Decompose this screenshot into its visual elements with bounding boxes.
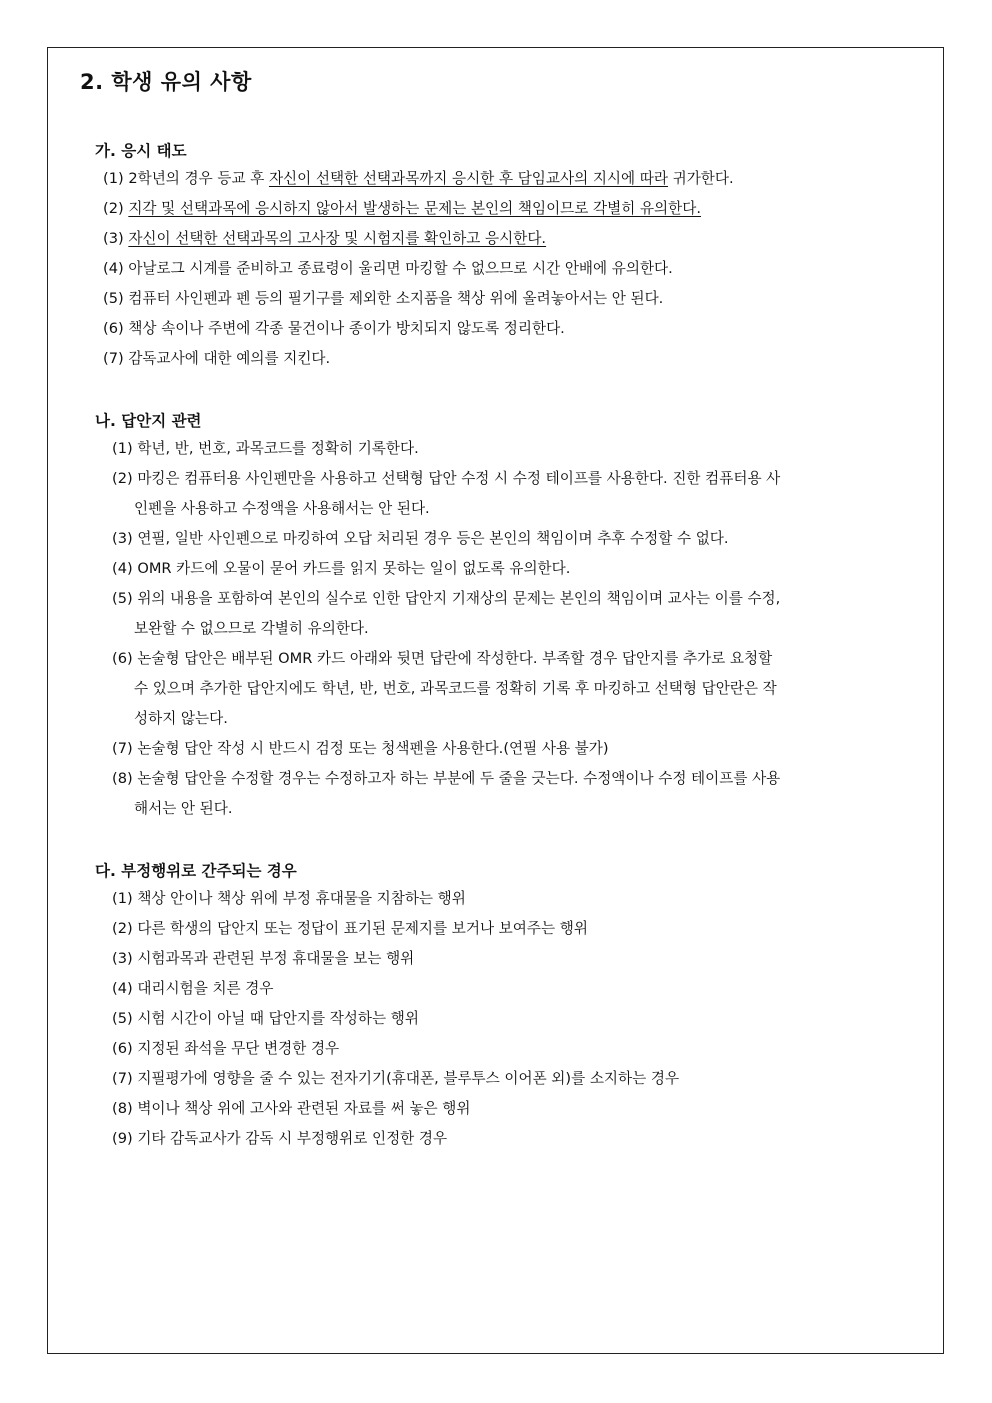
list-item-continuation: 보완할 수 없으므로 각별히 유의한다. bbox=[134, 620, 369, 637]
list-item: (7) 감독교사에 대한 예의를 지킨다. bbox=[103, 350, 331, 367]
list-item: (5) 위의 내용을 포함하여 본인의 실수로 인한 답안지 기재상의 문제는 본인의 책임이며 교사는 이를 수정, bbox=[112, 590, 781, 607]
list-item: (2) 마킹은 컴퓨터용 사인펜만을 사용하고 선택형 답안 수정 시 수정 테이프를 사용한다. 진한 컴퓨터용 사 bbox=[112, 470, 781, 487]
list-item-continuation: 해서는 안 된다. bbox=[134, 800, 233, 817]
list-item: (3) 시험과목과 관련된 부정 휴대물을 보는 행위 bbox=[112, 950, 415, 967]
list-item: (8) 논술형 답안을 수정할 경우는 수정하고자 하는 부분에 두 줄을 긋는다. 수정액이나 수정 테이프를 사용 bbox=[112, 770, 781, 787]
list-item: (4) OMR 카드에 오물이 묻어 카드를 읽지 못하는 일이 없도록 유의한다. bbox=[112, 560, 571, 577]
list-item: (1) 책상 안이나 책상 위에 부정 휴대물을 지참하는 행위 bbox=[112, 890, 466, 907]
list-item: (3) 연필, 일반 사인펜으로 마킹하여 오답 처리된 경우 등은 본인의 책임이며 추후 수정할 수 없다. bbox=[112, 530, 729, 547]
list-item: (4) 아날로그 시계를 준비하고 종료령이 울리면 마킹할 수 없으므로 시간 안배에 유의한다. bbox=[103, 260, 673, 277]
list-item: (5) 시험 시간이 아닐 때 답안지를 작성하는 행위 bbox=[112, 1010, 419, 1027]
list-item-continuation: 수 있으며 추가한 답안지에도 학년, 반, 번호, 과목코드를 정확히 기록 후 마킹하고 선택형 답안란은 작 bbox=[134, 680, 777, 697]
list-item-continuation: 성하지 않는다. bbox=[134, 710, 228, 727]
list-item: (6) 책상 속이나 주변에 각종 물건이나 종이가 방치되지 않도록 정리한다. bbox=[103, 320, 565, 337]
list-item: (5) 컴퓨터 사인펜과 펜 등의 필기구를 제외한 소지품을 책상 위에 올려놓아서는 안 된다. bbox=[103, 290, 664, 307]
list-item: (9) 기타 감독교사가 감독 시 부정행위로 인정한 경우 bbox=[112, 1130, 448, 1147]
list-item-continuation: 인펜을 사용하고 수정액을 사용해서는 안 된다. bbox=[134, 500, 430, 517]
list-item: (6) 논술형 답안은 배부된 OMR 카드 아래와 뒷면 답란에 작성한다. 부족할 경우 답안지를 추가로 요청할 bbox=[112, 650, 773, 667]
list-item: (2) 지각 및 선택과목에 응시하지 않아서 발생하는 문제는 본인의 책임이므로 각별히 유의한다. bbox=[103, 200, 701, 217]
list-item: (7) 논술형 답안 작성 시 반드시 검정 또는 청색펜을 사용한다.(연필 사용 불가) bbox=[112, 740, 609, 757]
list-item: (3) 자신이 선택한 선택과목의 고사장 및 시험지를 확인하고 응시한다. bbox=[103, 230, 547, 247]
list-item: (1) 학년, 반, 번호, 과목코드를 정확히 기록한다. bbox=[112, 440, 419, 457]
list-item: (6) 지정된 좌석을 무단 변경한 경우 bbox=[112, 1040, 340, 1057]
list-item: (2) 다른 학생의 답안지 또는 정답이 표기된 문제지를 보거나 보여주는 행위 bbox=[112, 920, 588, 937]
list-item: (4) 대리시험을 치른 경우 bbox=[112, 980, 274, 997]
section-heading-answer-sheet: 나. 답안지 관련 bbox=[95, 412, 202, 430]
page-title: 2. 학생 유의 사항 bbox=[80, 70, 252, 94]
section-heading-misconduct: 다. 부정행위로 간주되는 경우 bbox=[95, 862, 297, 880]
list-item: (8) 벽이나 책상 위에 고사와 관련된 자료를 써 놓은 행위 bbox=[112, 1100, 471, 1117]
list-item: (1) 2학년의 경우 등교 후 자신이 선택한 선택과목까지 응시한 후 담임교사의 지시에 따라 귀가한다. bbox=[103, 170, 734, 187]
section-heading-attitude: 가. 응시 태도 bbox=[95, 142, 187, 160]
list-item: (7) 지필평가에 영향을 줄 수 있는 전자기기(휴대폰, 블루투스 이어폰 외)를 소지하는 경우 bbox=[112, 1070, 680, 1087]
